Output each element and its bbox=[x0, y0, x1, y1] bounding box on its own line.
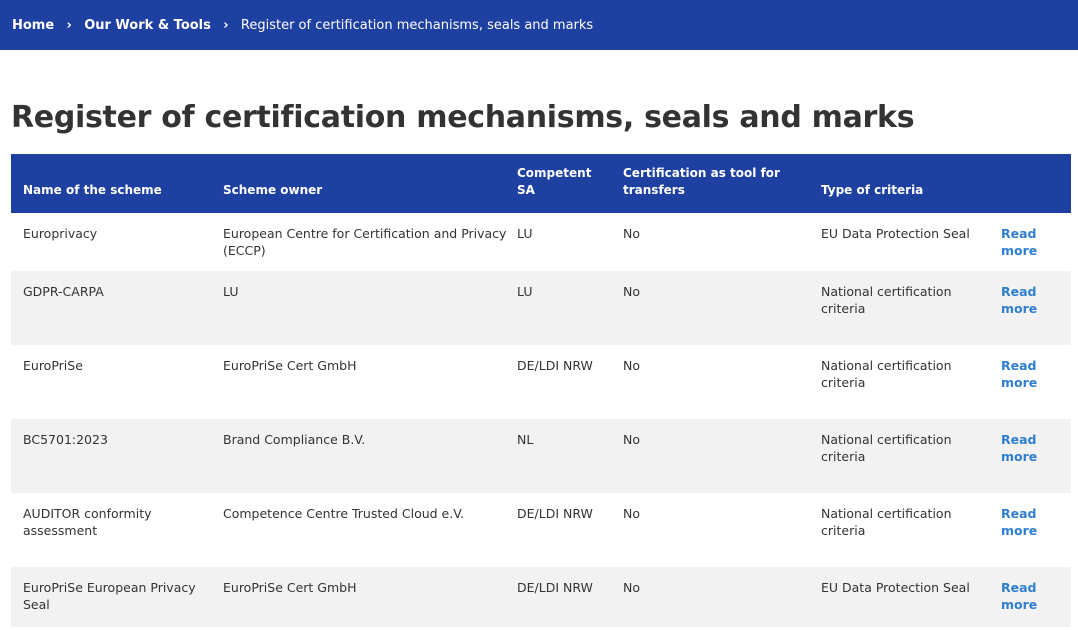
header-transfers-line1: Certification as tool for bbox=[623, 166, 780, 180]
read-more-link[interactable]: Read more bbox=[1001, 580, 1038, 612]
header-competent-sa bbox=[517, 165, 607, 199]
cell-sa: NL bbox=[517, 432, 534, 447]
cell-sa: DE/LDI NRW bbox=[517, 506, 593, 521]
cell-owner: European Centre for Certification and Privacy (ECCP) bbox=[223, 226, 507, 258]
cell-name: Europrivacy bbox=[23, 226, 98, 241]
cell-sa: LU bbox=[517, 226, 533, 241]
cell-transfers: No bbox=[623, 506, 640, 521]
cell-owner: LU bbox=[223, 284, 239, 299]
cell-owner: EuroPriSe Cert GmbH bbox=[223, 580, 357, 595]
cell-owner: Brand Compliance B.V. bbox=[223, 432, 366, 447]
breadcrumb-home-link[interactable]: Home bbox=[12, 17, 55, 33]
cell-criteria: National certification criteria bbox=[821, 506, 952, 538]
cell-transfers: No bbox=[623, 226, 640, 241]
read-more-link[interactable]: Read more bbox=[1001, 506, 1038, 538]
table-row bbox=[11, 567, 1071, 627]
cell-transfers: No bbox=[623, 432, 640, 447]
breadcrumb-our-work-link[interactable]: Our Work & Tools bbox=[84, 17, 211, 33]
cell-transfers: No bbox=[623, 358, 640, 373]
cell-criteria: National certification criteria bbox=[821, 358, 952, 390]
header-name: Name of the scheme bbox=[23, 183, 162, 197]
cell-name: EuroPriSe bbox=[23, 358, 83, 373]
cell-name: GDPR-CARPA bbox=[23, 284, 104, 299]
chevron-right-icon: › bbox=[66, 17, 72, 33]
register-table bbox=[11, 154, 1071, 627]
cell-criteria: EU Data Protection Seal bbox=[821, 226, 970, 241]
cell-transfers: No bbox=[623, 284, 640, 299]
cell-owner: EuroPriSe Cert GmbH bbox=[223, 358, 357, 373]
breadcrumb bbox=[0, 0, 1078, 50]
header-owner: Scheme owner bbox=[223, 183, 323, 197]
read-more-link[interactable]: Read more bbox=[1001, 358, 1038, 390]
chevron-right-icon: › bbox=[223, 17, 229, 33]
cell-sa: DE/LDI NRW bbox=[517, 358, 593, 373]
read-more-link[interactable]: Read more bbox=[1001, 226, 1038, 258]
header-transfers-line2: transfers bbox=[623, 183, 685, 197]
cell-name: AUDITOR conformity assessment bbox=[23, 506, 152, 538]
cell-name: BC5701:2023 bbox=[23, 432, 108, 447]
cell-criteria: National certification criteria bbox=[821, 284, 952, 316]
header-transfers bbox=[623, 165, 803, 199]
cell-owner: Competence Centre Trusted Cloud e.V. bbox=[223, 506, 465, 521]
table-header bbox=[11, 154, 1071, 213]
table-row bbox=[11, 213, 1071, 271]
table-row bbox=[11, 345, 1071, 419]
cell-criteria: National certification criteria bbox=[821, 432, 952, 464]
cell-sa: LU bbox=[517, 284, 533, 299]
table-row bbox=[11, 493, 1071, 567]
cell-sa: DE/LDI NRW bbox=[517, 580, 593, 595]
header-competent-sa-line1: Competent bbox=[517, 166, 592, 180]
cell-criteria: EU Data Protection Seal bbox=[821, 580, 970, 595]
read-more-link[interactable]: Read more bbox=[1001, 284, 1038, 316]
header-competent-sa-line2: SA bbox=[517, 183, 535, 197]
table-row bbox=[11, 271, 1071, 345]
read-more-link[interactable]: Read more bbox=[1001, 432, 1038, 464]
breadcrumb-current: Register of certification mechanisms, seals and marks bbox=[240, 17, 594, 33]
header-criteria: Type of criteria bbox=[821, 183, 924, 197]
cell-transfers: No bbox=[623, 580, 640, 595]
cell-name: EuroPriSe European Privacy Seal bbox=[23, 580, 196, 612]
table-row bbox=[11, 419, 1071, 493]
page-title: Register of certification mechanisms, seals and marks bbox=[11, 100, 915, 135]
